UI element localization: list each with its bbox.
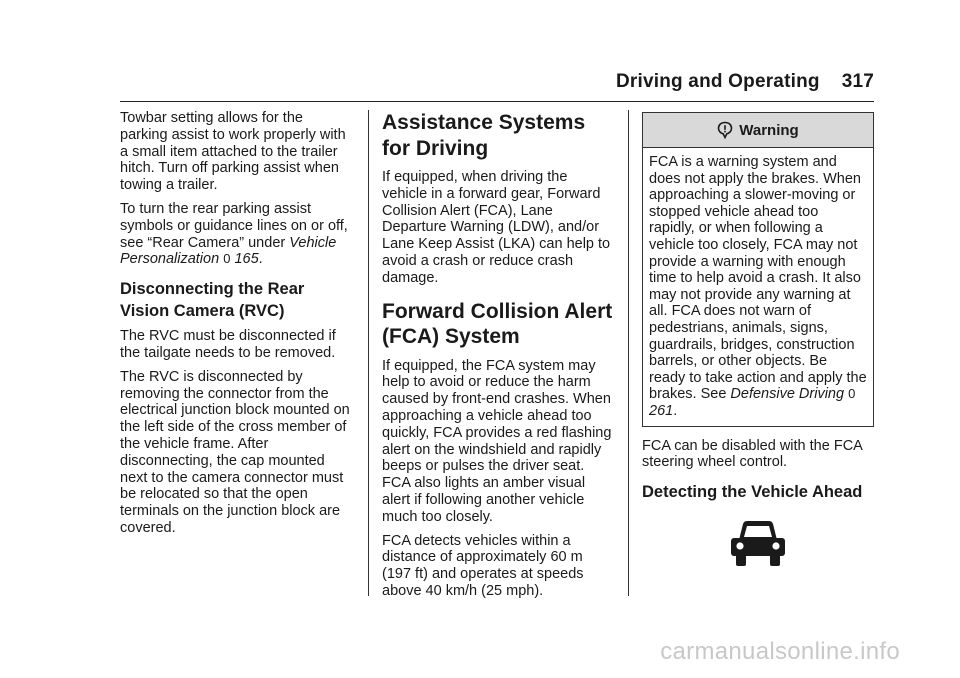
heading-detecting-vehicle: Detecting the Vehicle Ahead (642, 483, 863, 502)
warning-header (643, 113, 873, 148)
warning-speech-bubble-icon (717, 121, 733, 139)
column-left (120, 110, 352, 544)
column-divider-1 (368, 110, 369, 596)
heading-disconnecting-rvc: Disconnecting the Rear Vision Camera (RVC) (120, 280, 305, 321)
paragraph-fca-detect: FCA detects vehicles within a distance of approximately 60 m (197 ft) and operates at speeds above 40 km/h (25 mph). (382, 532, 584, 599)
header-rule (120, 101, 874, 102)
section-title: Driving and Operating (615, 71, 820, 92)
warning-text (649, 154, 867, 420)
paragraph-fca-disable: FCA can be disabled with the FCA steering wheel control. (642, 437, 863, 471)
column-right (642, 110, 874, 509)
page-ref-number[interactable]: 261 (649, 402, 674, 419)
warning-body (643, 148, 873, 426)
warning-box (642, 112, 874, 427)
column-divider-2 (628, 110, 629, 596)
paragraph-rvc-tailgate: The RVC must be disconnected if the tailgate needs to be removed. (120, 328, 336, 361)
paragraph-rvc-disconnect: The RVC is disconnected by removing the connector from the electrical junction block mounted on the left side of the cross member of the vehicle frame. After disconnecting, the cap mounted next to the camera connector must be relocated so that the open terminals on the junction block are covered. (120, 368, 350, 536)
link-vehicle-personalization[interactable]: Vehicle Personalization (120, 234, 337, 268)
page-ref-icon: 0 (848, 386, 856, 402)
page-ref-number[interactable]: 165 (234, 251, 259, 268)
page-header (616, 71, 874, 93)
vehicle-ahead-car-icon (727, 518, 789, 573)
heading-fca-system: Forward Collision Alert (FCA) System (382, 299, 613, 349)
paragraph-fca-intro: If equipped, the FCA system may help to avoid or reduce the harm caused by front-end crashes. When approaching a vehicle ahead too quickly, FCA provides a red flashing alert on the windshield and rapidly beeps or pulses the driver seat. FCA also lights an amber visual alert if following another vehicle much too closely. (382, 357, 612, 525)
watermark: carmanualsonline.info (660, 638, 900, 665)
warning-title: Warning (739, 121, 799, 139)
paragraph-rear-parking-assist (120, 201, 352, 268)
page-ref-icon: 0 (223, 251, 231, 267)
text-end: . (673, 402, 678, 419)
text-end: . (258, 251, 263, 268)
warning-body-text: FCA is a warning system and does not apply the brakes. When approaching a slower-moving or stopped vehicle ahead too rapidly, or when following a vehicle too closely, FCA may not provide a warning with enough time to help avoid a crash. It also may not provide any warning at all. FCA does not warn of pedestrians, animals, signs, guardrails, bridges, construction barrels, or other objects. Be ready to take action and apply the brakes. See (649, 154, 867, 403)
text-rear-parking: To turn the rear parking assist symbols or guidance lines on or off, see “Rear Camera” under (120, 200, 348, 251)
heading-assistance-systems: Assistance Systems for Driving (382, 111, 586, 160)
link-defensive-driving[interactable]: Defensive Driving (730, 386, 845, 403)
paragraph-assistance-intro: If equipped, when driving the vehicle in a forward gear, Forward Collision Alert (FCA), Lane Departure Warning (LDW), and/or Lane Keep Assist (LKA) can help to avoid a crash or reduce crash damage. (382, 169, 611, 286)
page-number: 317 (841, 71, 874, 92)
paragraph-towbar: Towbar setting allows for the parking assist to work properly with a small item attached to the trailer hitch. Turn off parking assist when towing a trailer. (120, 110, 346, 194)
column-middle (382, 110, 614, 607)
